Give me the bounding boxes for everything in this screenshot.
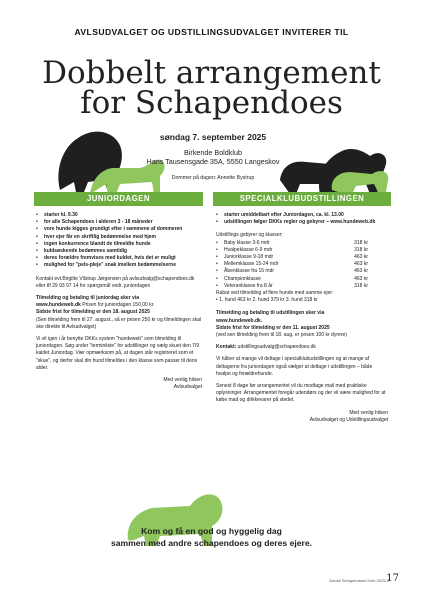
juniordag-contact: Kontakt evt.Birgitte Vilstrup Jørgensen på avlsudvalg@schapendoes.dk eller tlf 29 93 97 14 for spørgsmål vedr. juniordagen <box>36 275 195 289</box>
juniordag-deadline: Sidste frist for tilmelding er den 18. august 2025 <box>36 309 150 316</box>
fee-price: 318 kr <box>354 282 368 289</box>
green-dog-right <box>332 171 389 194</box>
juniordag-bullets <box>36 212 202 270</box>
fee-class: • Mellemklasse 15-24 mdr <box>224 261 279 268</box>
fee-price: 463 kr <box>354 268 368 275</box>
signup-line: Tilmelding og betaling til juniordag sker via <box>36 295 139 302</box>
left-column <box>36 212 202 391</box>
list-item: • vore hunde kigges grundigt efter i sømmene af dommeren <box>36 226 202 233</box>
sign-name: Avlsudvalget <box>173 384 202 391</box>
list-item: • kuldsøskende bedømmes samtidig <box>36 248 202 255</box>
right-column <box>216 212 388 424</box>
dkk-note: Vi vil igen i år benytte DKKs system "hundeweb" som tilmelding til juniordagen. Søg under "terminliste" for udstillinger og vælg skuet den 7/9 kaldet Juniordag. Vær opmærksom på, at dagen står registreret som et "skue", og derfor skal din hund tilmeldes i den klasse som passer til dens alder. <box>36 336 200 371</box>
hundeweb-link[interactable]: www.hundeweb.dk. <box>216 317 263 324</box>
list-item: • for alle Schapendoes i alderen 3 - 18 måneder <box>36 219 202 226</box>
specialklub-heading: SPECIALKLUBUDSTILLINGEN <box>213 192 391 206</box>
title-line-1: Dobbelt arrangement <box>42 55 381 91</box>
discount-text: Rabat ved tilmelding af flere hunde med samme ejer: <box>216 290 334 297</box>
fee-class: • Åbenklasse fra 15 mdr <box>224 268 275 275</box>
juniordag-signup <box>36 295 202 331</box>
specialklub-signup <box>216 310 388 339</box>
fees-list <box>216 240 388 290</box>
right-signature <box>216 410 388 424</box>
event-date: søndag 7. september 2025 <box>159 132 267 142</box>
list-item: • hver ejer får en skriftlig bedømmelse med hjem <box>36 234 202 241</box>
specialklub-para-2: Senest 8 dage før arrangementet vil du modtage mail med praktiske oplysninger. Arrangementet foregår udendørs og der vil være mulighed for at købe mad og drikkevarer på stedet. <box>216 383 386 404</box>
fee-price: 463 kr <box>354 254 368 261</box>
fee-class: • Championklasse <box>224 275 261 282</box>
fee-price: 463 kr <box>354 275 368 282</box>
specialklub-contact <box>216 344 388 351</box>
fee-row <box>216 240 388 247</box>
sign-name: Avlsudvalget og Udstillingsudvalget <box>309 416 388 423</box>
left-signature <box>36 377 202 391</box>
list-item: • starter umiddelbart efter Juniordagen, ca. kl. 13.00 <box>216 212 388 219</box>
title-line-2: for Schapendoes <box>80 85 343 121</box>
specialklub-deadline-note: (ved sen tilmelding frem til 18. aug. er prisen 100 kr dyrere) <box>216 332 347 339</box>
venue-address: Hans Tausensgade 35A, 5550 Langeskov <box>146 157 280 166</box>
fee-row <box>216 254 388 261</box>
judge-line: Dommer på dagen: Annette Bystrup <box>171 175 255 181</box>
fee-price: 318 kr <box>354 246 368 253</box>
contact-label: Kontakt: <box>216 344 237 351</box>
closing-line-1: Kom og få en god og hyggelig dag <box>141 526 282 536</box>
venue <box>133 148 293 166</box>
fee-price: 318 kr <box>354 239 368 246</box>
fee-row <box>216 247 388 254</box>
juniordag-deadline-note: (Sen tilmelding frem til 27. august., så er prisen 250 kr og tilmeldingen skal ske direkte til Avlsudvalget) <box>36 316 202 330</box>
contact-email[interactable]: udstillingsudvalg@schapendoes.dk <box>237 344 316 351</box>
juniordag-price: Prisen for juniordagen 150,00 kr. <box>82 302 155 309</box>
fee-class: • Juniorklasse 9-18 mdr <box>224 254 274 261</box>
fees-heading: Udstillings gebyrer og klasser: <box>216 232 283 239</box>
specialklub-deadline: Sidste frist for tilmelding er den 11. august 2025 <box>216 324 330 331</box>
list-item: • deres forældre fremvises med kuldet, hvis det er muligt <box>36 255 202 262</box>
closing-message <box>0 525 423 549</box>
juniordagen-heading: JUNIORDAGEN <box>34 192 203 206</box>
top-heading: AVLSUDVALGET OG UDSTILLINGSUDVALGET INVITERER TIL <box>74 27 349 37</box>
discount-line: • 1. hund 463 kr 2. hund 379 kr 3. hund 318 kr <box>216 297 318 304</box>
fee-class: • Hvalpeklasse 6-9 mdr <box>224 246 273 253</box>
page-number: 17 <box>386 573 399 584</box>
footer-publication: Dansk Schapendoes Klub 2025-2 <box>329 578 389 583</box>
list-item: • udstillingen følger DKKs regler og gebyrer – www.hundeweb.dk <box>216 219 388 226</box>
sign-greeting: Med venlig hilsen <box>349 409 388 416</box>
sign-greeting: Med venlig hilsen <box>163 377 202 384</box>
hundeweb-link[interactable]: www.hundeweb.dk <box>36 302 81 309</box>
fee-class: • Baby klasse 3-6 mdr <box>224 239 270 246</box>
list-item: • mulighed for "pels-pleje" snak imellem bedømmelserne <box>36 262 202 269</box>
specialklub-para-1: Vi håber at mange vil deltage i specialklubudstillingen og at mange af deltagerne fra juniordagen også vælger at deltage i udstillingen – både hvalpe og forældrehunde. <box>216 356 373 377</box>
specialklub-bullets <box>216 212 388 226</box>
fee-row <box>216 283 388 290</box>
list-item: • starter kl. 9.30 <box>36 212 202 219</box>
closing-line-2: sammen med andre schapendoes og deres ejere. <box>110 538 313 548</box>
fee-price: 463 kr <box>354 261 368 268</box>
signup-line: Tilmelding og betaling til udstillingen sker via <box>216 310 325 317</box>
list-item: • ingen konkurrence blandt de tilmeldte hunde <box>36 241 202 248</box>
fee-row <box>216 268 388 275</box>
fee-row <box>216 276 388 283</box>
venue-name: Birkende Boldklub <box>184 148 242 157</box>
fee-class: • Veteranklasse fra 8 år <box>224 282 273 289</box>
